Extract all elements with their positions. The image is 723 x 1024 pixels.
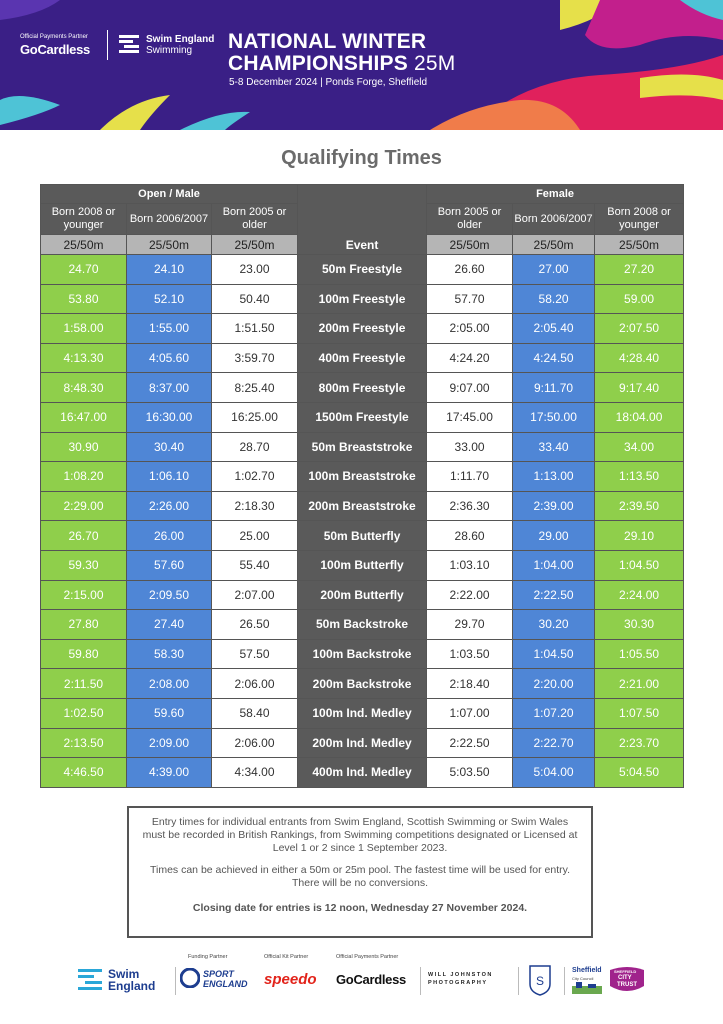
male-group-header: Open / Male [41,185,298,204]
male-time-cell: 1:08.20 [41,462,127,492]
female-time-cell: 2:24.00 [595,580,684,610]
female-time-cell: 17:50.00 [513,402,595,432]
gocardless-logo: GoCardless [20,42,90,57]
male-time-cell: 52.10 [127,284,212,314]
table-row [41,343,684,373]
footer-divider [564,967,565,995]
female-time-cell: 1:04.50 [513,639,595,669]
male-time-cell: 1:51.50 [212,314,298,344]
male-time-cell: 50.40 [212,284,298,314]
swim-england-footer-text1: Swim [108,967,140,981]
male-time-cell: 2:06.00 [212,728,298,758]
female-time-cell: 2:18.40 [427,669,513,699]
male-time-cell: 23.00 [212,255,298,285]
male-time-cell: 27.40 [127,610,212,640]
female-time-cell: 2:39.50 [595,491,684,521]
title-25m: 25M [414,52,456,75]
female-time-cell: 4:24.50 [513,343,595,373]
male-time-cell: 26.50 [212,610,298,640]
event-name-cell: 100m Ind. Medley [298,698,427,728]
table-row [41,432,684,462]
female-time-cell: 1:03.10 [427,550,513,580]
female-time-cell: 29.70 [427,610,513,640]
female-time-cell: 2:20.00 [513,669,595,699]
male-time-cell: 2:26.00 [127,491,212,521]
female-time-cell: 30.30 [595,610,684,640]
funding-partner-label: Funding Partner [188,954,228,960]
male-time-cell: 16:47.00 [41,402,127,432]
table-row [41,462,684,492]
city-trust-text3: TRUST [617,982,637,988]
event-name-cell: 100m Freestyle [298,284,427,314]
female-time-cell: 27.00 [513,255,595,285]
female-time-cell: 29.10 [595,521,684,551]
sheffield-council-text: Sheffield [572,967,602,974]
male-time-cell: 30.90 [41,432,127,462]
male-time-cell: 58.30 [127,639,212,669]
male-time-cell: 25.00 [212,521,298,551]
table-row [41,669,684,699]
male-time-cell: 16:25.00 [212,402,298,432]
table-row [41,521,684,551]
event-name-cell: 200m Breaststroke [298,491,427,521]
logo-divider [107,30,108,60]
male-time-cell: 24.10 [127,255,212,285]
event-name-cell: 50m Butterfly [298,521,427,551]
male-time-cell: 24.70 [41,255,127,285]
table-row [41,550,684,580]
event-name-cell: 400m Ind. Medley [298,758,427,788]
female-time-cell: 34.00 [595,432,684,462]
male-time-cell: 2:09.50 [127,580,212,610]
event-name-cell: 1500m Freestyle [298,402,427,432]
male-time-cell: 59.30 [41,550,127,580]
pool-label: 25/50m [41,235,127,255]
swimming-text: Swimming [146,45,193,56]
male-time-cell: 57.60 [127,550,212,580]
female-time-cell: 5:03.50 [427,758,513,788]
entry-notes-box [127,806,593,938]
table-row [41,610,684,640]
male-time-cell: 2:13.50 [41,728,127,758]
notes-rankings: Entry times for individual entrants from Swim England, Scottish Swimming or Swim Wales must be recorded in British Rankings, from Swimming competitions designated or Licensed at Level 1 or 2 since 1 September 2023. [142,816,578,854]
male-time-cell: 1:02.70 [212,462,298,492]
male-time-cell: 59.60 [127,698,212,728]
female-time-cell: 18:04.00 [595,402,684,432]
svg-text:S: S [535,974,545,988]
male-time-cell: 55.40 [212,550,298,580]
sponsor-footer [0,950,723,1024]
male-time-cell: 28.70 [212,432,298,462]
sport-england-icon [180,968,200,988]
female-time-cell: 27.20 [595,255,684,285]
table-row [41,373,684,403]
female-time-cell: 1:13.50 [595,462,684,492]
footer-divider [420,967,421,995]
male-time-cell: 59.80 [41,639,127,669]
table-row [41,728,684,758]
table-row [41,284,684,314]
pool-label: 25/50m [427,235,513,255]
female-time-cell: 1:05.50 [595,639,684,669]
payments-partner-label: Official Payments Partner [20,34,88,40]
female-time-cell: 1:07.20 [513,698,595,728]
female-time-cell: 9:11.70 [513,373,595,403]
female-time-cell: 26.60 [427,255,513,285]
event-dates-venue: 5-8 December 2024 | Ponds Forge, Sheffield [229,77,428,88]
event-name-cell: 400m Freestyle [298,343,427,373]
event-name-cell: 200m Backstroke [298,669,427,699]
event-name-cell: 50m Breaststroke [298,432,427,462]
female-time-cell: 9:17.40 [595,373,684,403]
event-title-line2 [228,52,455,76]
city-trust-text1: SHEFFIELD [614,969,637,974]
male-time-cell: 1:06.10 [127,462,212,492]
event-name-cell: 200m Ind. Medley [298,728,427,758]
event-title-line1: NATIONAL WINTER [228,30,427,53]
male-time-cell: 2:29.00 [41,491,127,521]
male-time-cell: 8:48.30 [41,373,127,403]
female-time-cell: 1:04.50 [595,550,684,580]
male-time-cell: 8:37.00 [127,373,212,403]
female-time-cell: 29.00 [513,521,595,551]
male-time-cell: 4:46.50 [41,758,127,788]
pool-label: 25/50m [513,235,595,255]
male-time-cell: 2:11.50 [41,669,127,699]
title-championships: CHAMPIONSHIPS [228,52,408,75]
female-time-cell: 4:24.20 [427,343,513,373]
female-time-cell: 2:05.00 [427,314,513,344]
table-row [41,314,684,344]
male-time-cell: 2:06.00 [212,669,298,699]
male-time-cell: 1:58.00 [41,314,127,344]
notes-closing-date: Closing date for entries is 12 noon, Wednesday 27 November 2024. [192,902,528,914]
female-time-cell: 2:22.50 [427,728,513,758]
female-time-cell: 2:22.70 [513,728,595,758]
event-column-header: Event [298,185,427,255]
will-johnston-text2: PHOTOGRAPHY [428,980,488,986]
male-time-cell: 2:09.00 [127,728,212,758]
event-name-cell: 200m Butterfly [298,580,427,610]
male-time-cell: 4:13.30 [41,343,127,373]
female-time-cell: 1:07.50 [595,698,684,728]
male-col-header: Born 2005 or older [212,204,298,235]
male-time-cell: 4:39.00 [127,758,212,788]
swim-england-footer-text2: England [108,979,156,993]
kit-partner-label: Official Kit Partner [264,954,309,960]
male-time-cell: 1:55.00 [127,314,212,344]
qualifying-times-table [40,184,684,788]
female-time-cell: 1:11.70 [427,462,513,492]
male-time-cell: 4:34.00 [212,758,298,788]
female-group-header: Female [427,185,684,204]
event-name-cell: 100m Breaststroke [298,462,427,492]
table-row [41,698,684,728]
gocardless-footer-logo: GoCardless [336,972,406,987]
table-row [41,402,684,432]
female-time-cell: 2:07.50 [595,314,684,344]
male-time-cell: 26.00 [127,521,212,551]
table-row [41,639,684,669]
sport-england-text2: ENGLAND [203,979,248,989]
male-time-cell: 2:08.00 [127,669,212,699]
event-name-cell: 50m Backstroke [298,610,427,640]
female-time-cell: 57.70 [427,284,513,314]
female-col-header: Born 2005 or older [427,204,513,235]
male-time-cell: 3:59.70 [212,343,298,373]
female-time-cell: 17:45.00 [427,402,513,432]
female-time-cell: 1:03.50 [427,639,513,669]
city-trust-text2: CITY [618,975,632,981]
sheffield-council-sub: City Council [572,976,594,981]
male-time-cell: 27.80 [41,610,127,640]
female-time-cell: 33.00 [427,432,513,462]
pool-label: 25/50m [595,235,684,255]
event-name-cell: 800m Freestyle [298,373,427,403]
payments-partner-footer-label: Official Payments Partner [336,954,399,960]
male-time-cell: 16:30.00 [127,402,212,432]
header-banner [0,0,723,130]
female-time-cell: 2:22.50 [513,580,595,610]
female-time-cell: 1:13.00 [513,462,595,492]
page-title: Qualifying Times [281,147,442,169]
footer-divider [518,967,519,995]
male-time-cell: 57.50 [212,639,298,669]
pool-label: 25/50m [127,235,212,255]
male-time-cell: 2:15.00 [41,580,127,610]
footer-divider [175,967,176,995]
table-row [41,255,684,285]
swim-england-footer-icon [78,968,104,990]
female-time-cell: 1:07.00 [427,698,513,728]
speedo-logo: speedo [264,971,317,988]
female-col-header: Born 2006/2007 [513,204,595,235]
female-time-cell: 28.60 [427,521,513,551]
male-col-header: Born 2008 or younger [41,204,127,235]
female-time-cell: 9:07.00 [427,373,513,403]
sheffield-skyline-icon [572,982,602,994]
swim-england-icon [118,33,140,55]
female-time-cell: 2:21.00 [595,669,684,699]
male-col-header: Born 2006/2007 [127,204,212,235]
table-row [41,580,684,610]
male-time-cell: 2:18.30 [212,491,298,521]
event-name-cell: 50m Freestyle [298,255,427,285]
female-time-cell: 2:05.40 [513,314,595,344]
female-time-cell: 33.40 [513,432,595,462]
female-time-cell: 2:22.00 [427,580,513,610]
male-time-cell: 53.80 [41,284,127,314]
event-name-cell: 100m Butterfly [298,550,427,580]
female-time-cell: 2:39.00 [513,491,595,521]
club-crest-icon [528,964,552,996]
female-time-cell: 2:23.70 [595,728,684,758]
female-time-cell: 5:04.00 [513,758,595,788]
male-time-cell: 58.40 [212,698,298,728]
table-row [41,758,684,788]
table-row [41,491,684,521]
event-name-cell: 100m Backstroke [298,639,427,669]
will-johnston-text1: WILL JOHNSTON [428,972,493,978]
sport-england-text1: SPORT [203,969,234,979]
female-time-cell: 1:04.00 [513,550,595,580]
female-time-cell: 58.20 [513,284,595,314]
pool-label: 25/50m [212,235,298,255]
female-time-cell: 4:28.40 [595,343,684,373]
male-time-cell: 4:05.60 [127,343,212,373]
female-time-cell: 30.20 [513,610,595,640]
male-time-cell: 30.40 [127,432,212,462]
notes-pool: Times can be achieved in either a 50m or 25m pool. The fastest time will be used for entry. There will be no conversions. [149,864,570,889]
male-time-cell: 1:02.50 [41,698,127,728]
female-col-header: Born 2008 or younger [595,204,684,235]
female-time-cell: 59.00 [595,284,684,314]
male-time-cell: 8:25.40 [212,373,298,403]
female-time-cell: 2:36.30 [427,491,513,521]
event-name-cell: 200m Freestyle [298,314,427,344]
male-time-cell: 26.70 [41,521,127,551]
male-time-cell: 2:07.00 [212,580,298,610]
female-time-cell: 5:04.50 [595,758,684,788]
swim-england-text: Swim England [146,34,215,45]
